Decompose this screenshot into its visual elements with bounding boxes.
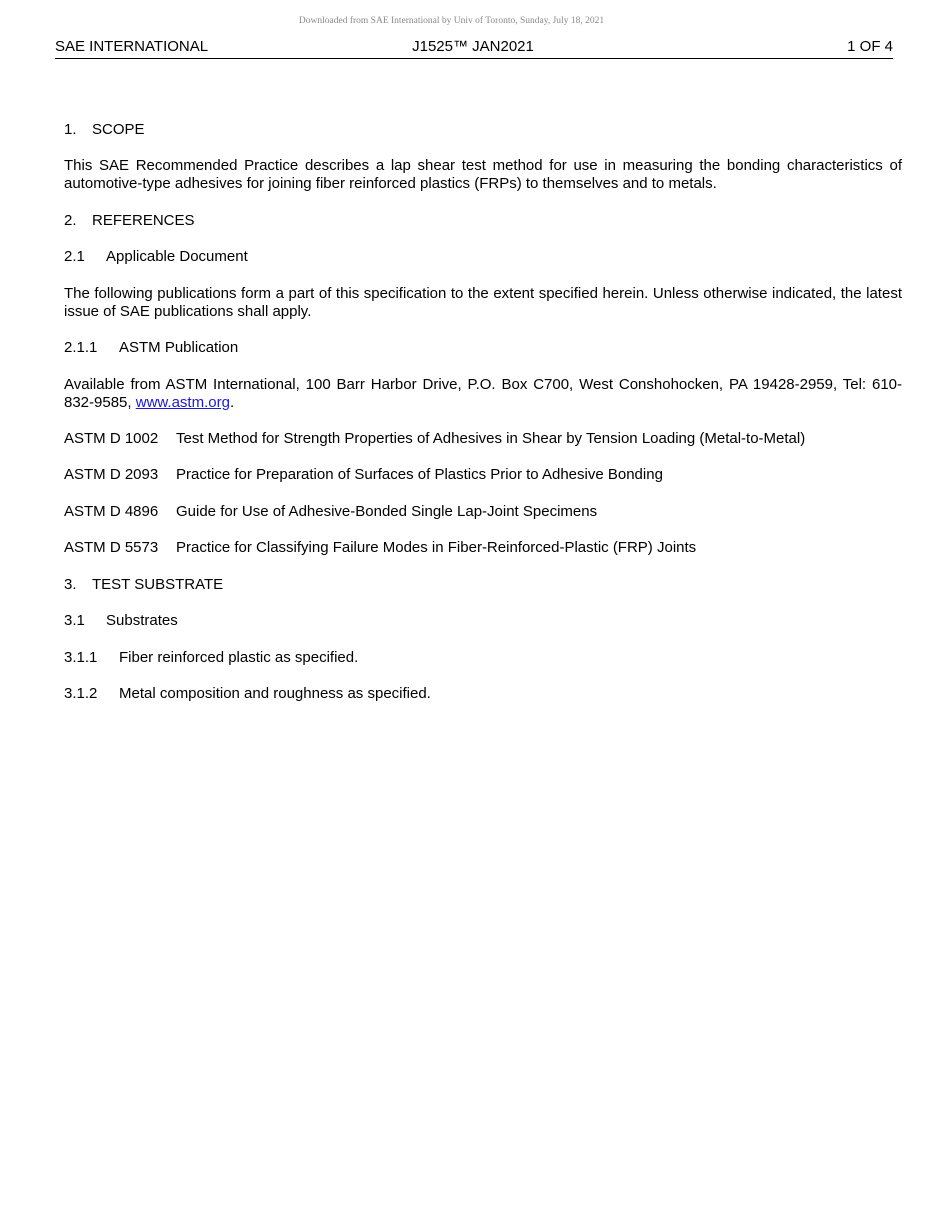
section-2-heading [64,212,902,230]
section-number: 2.1.1 [64,339,98,356]
section-3-1-1-item [64,649,902,667]
section-number: 3.1.1 [64,649,98,666]
section-title: Substrates [106,612,178,629]
scope-paragraph: This SAE Recommended Practice describes a lap shear test method for use in measuring the bonding characteristics of automotive-type adhesives for joining fiber reinforced plastics (FRPs) to themselves and to metals. [64,157,902,192]
section-title: Applicable Document [106,248,248,265]
section-3-heading [64,576,902,594]
section-2-1-heading [64,248,902,266]
reference-code: ASTM D 4896 [64,503,159,520]
astm-availability-paragraph [64,376,902,412]
reference-code: ASTM D 5573 [64,539,159,556]
section-number: 2.1 [64,248,85,265]
reference-item [64,466,902,484]
section-title: ASTM Publication [119,339,239,356]
reference-item [64,430,902,448]
section-number: 1. [64,121,77,138]
astm-website-link[interactable]: www.astm.org [135,394,230,411]
reference-title: Practice for Preparation of Surfaces of Plastics Prior to Adhesive Bonding [176,466,663,483]
section-number: 3.1 [64,612,85,629]
section-number: 3.1.2 [64,685,98,702]
section-title: TEST SUBSTRATE [92,576,224,593]
section-3-1-heading [64,612,902,630]
section-number: 2. [64,212,77,229]
reference-item [64,539,902,557]
astm-address-text: Available from ASTM International, 100 Barr Harbor Drive, P.O. Box C700, West Conshohocken, PA 19428-2959, Tel: 610-832-9585, [64,376,902,411]
section-text: Fiber reinforced plastic as specified. [119,649,359,666]
reference-title: Guide for Use of Adhesive-Bonded Single Lap-Joint Specimens [176,503,598,520]
reference-item [64,503,902,521]
applicable-document-paragraph: The following publications form a part of this specification to the extent specified herein. Unless otherwise indicated, the latest issue of SAE publications shall apply. [64,285,902,320]
section-title: SCOPE [92,121,145,138]
section-number: 3. [64,576,77,593]
page-header [55,38,893,59]
section-3-1-2-item [64,685,902,703]
reference-title: Practice for Classifying Failure Modes in Fiber-Reinforced-Plastic (FRP) Joints [176,539,697,556]
section-2-1-1-heading [64,339,902,357]
reference-code: ASTM D 2093 [64,466,159,483]
reference-title: Test Method for Strength Properties of Adhesives in Shear by Tension Loading (Metal-to-Metal) [176,430,806,447]
download-watermark: Downloaded from SAE International by Univ of Toronto, Sunday, July 18, 2021 [298,16,605,26]
header-document-id: J1525™ JAN2021 [412,38,534,55]
section-title: REFERENCES [92,212,195,229]
section-text: Metal composition and roughness as specified. [119,685,431,702]
header-organization: SAE INTERNATIONAL [55,38,209,55]
header-page-number: 1 OF 4 [847,38,893,55]
section-1-heading [64,121,902,139]
astm-text-period: . [229,394,235,411]
reference-code: ASTM D 1002 [64,430,159,447]
